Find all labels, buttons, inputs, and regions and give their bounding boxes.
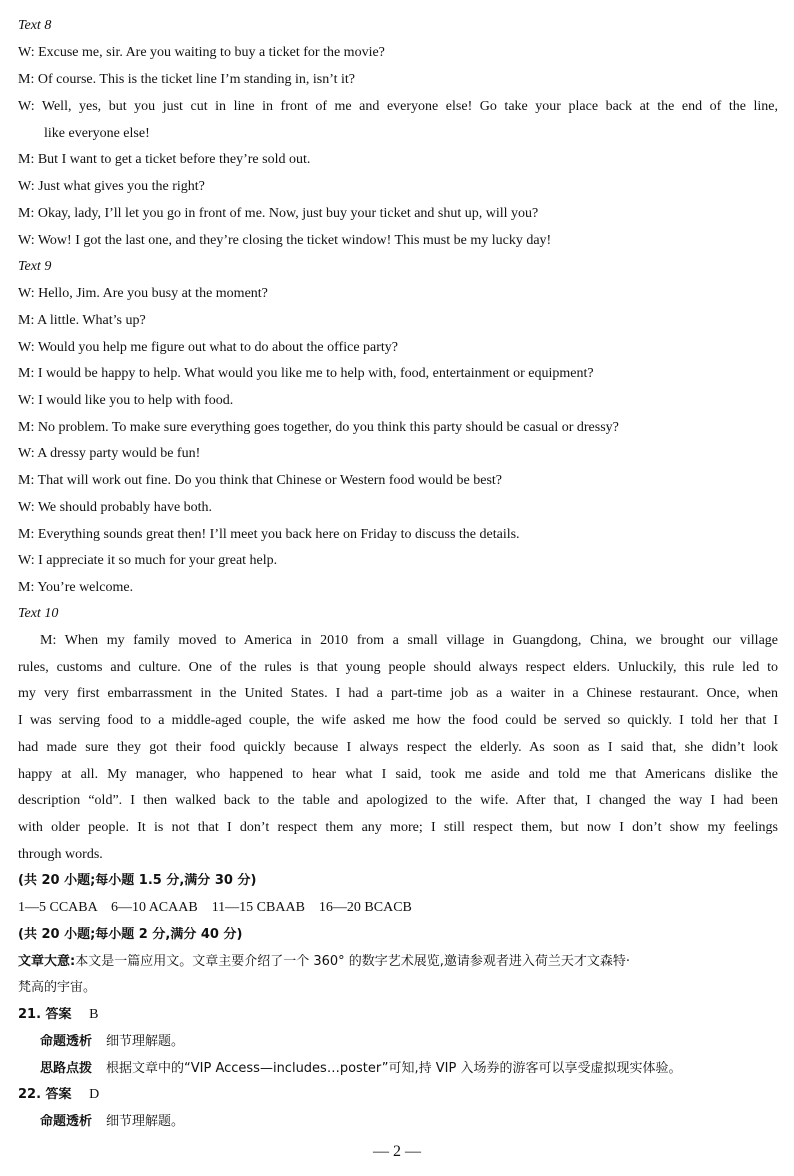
q22-answer-row (18, 1087, 778, 1103)
q22-answer: D (89, 1087, 100, 1102)
q21-analysis: 细节理解题。 (106, 1034, 185, 1049)
dialogue-line: M: Of course. This is the ticket line I’m standing in, isn’t it? (18, 72, 355, 87)
dialogue-line: W: Wow! I got the last one, and they’re closing the ticket window! This must be my lucky day! (18, 233, 552, 248)
dialogue-line: W: Just what gives you the right? (18, 179, 205, 194)
dialogue-line: M: Everything sounds great then! I’ll meet you back here on Friday to discuss the details. (18, 527, 520, 542)
monologue-line: M: When my family moved to America in 2010 from a small village in Guangdong, China, we brought our village (40, 633, 778, 648)
dialogue-line: M: Okay, lady, I’ll let you go in front of me. Now, just buy your ticket and shut up, will you? (18, 206, 539, 221)
monologue-line: had made sure they got their food quickly because I always respect the elderly. As soon as I said that, she didn’t look (18, 740, 778, 755)
q21-answer-row (18, 1007, 778, 1023)
dialogue-line: M: But I want to get a ticket before they’re sold out. (18, 152, 311, 167)
monologue-line: I was serving food to a middle-aged couple, the wife asked me how the food could be served so quickly. I told her that I (18, 713, 778, 728)
dialogue-line: M: I would be happy to help. What would you like me to help with, food, entertainment or equipment? (18, 366, 594, 381)
q21-analysis-row (40, 1034, 778, 1050)
dialogue-line: W: A dressy party would be fun! (18, 446, 201, 461)
dialogue-line: W: I would like you to help with food. (18, 393, 234, 408)
section1-answers (18, 900, 778, 916)
summary-text: 本文是一篇应用文。文章主要介绍了一个 360° 的数字艺术展览,邀请参观者进入荷兰天才文森特· (75, 954, 631, 969)
dialogue-line: M: A little. What’s up? (18, 313, 146, 328)
text10-title: Text 10 (18, 606, 59, 621)
q21-answer: B (89, 1007, 99, 1022)
dialogue-line-continued: like everyone else! (44, 126, 150, 141)
q22-number: 22. 答案 (18, 1087, 72, 1102)
dialogue-line: M: You’re welcome. (18, 580, 134, 595)
q21-number: 21. 答案 (18, 1007, 72, 1022)
answer-key: 1—5 CCABA 6—10 ACAAB 11—15 CBAAB 16—20 BCACB (18, 900, 412, 915)
dialogue-line: W: Excuse me, sir. Are you waiting to buy a ticket for the movie? (18, 45, 385, 60)
q22-analysis-row (40, 1114, 778, 1130)
dialogue-line: W: We should probably have both. (18, 500, 213, 515)
section2-heading: (共 20 小题;每小题 2 分,满分 40 分) (18, 927, 243, 942)
dialogue-line: W: I appreciate it so much for your great help. (18, 553, 278, 568)
monologue-line: happy at all. My manager, who happened to hear what I said, took me aside and told me that Americans dislike the (18, 767, 778, 782)
monologue-line: rules, customs and culture. One of the rules is that young people should always respect elders. Unluckily, this rule led to (18, 660, 778, 675)
dialogue-line: W: Well, yes, but you just cut in line in front of me and everyone else! Go take your place back at the end of the line, (18, 99, 778, 114)
monologue-line: through words. (18, 847, 103, 862)
q21-analysis-tag: 命题透析 (40, 1034, 93, 1049)
dialogue-line: M: No problem. To make sure everything goes together, do you think this party should be casual or dressy? (18, 420, 619, 435)
monologue-line: my very first embarrassment in the United States. I had a part-time job as a waiter in a Chinese restaurant. Once, when (18, 686, 778, 701)
text8-title: Text 8 (18, 18, 52, 33)
q22-analysis: 细节理解题。 (106, 1114, 185, 1129)
dialogue-line: M: That will work out fine. Do you think that Chinese or Western food would be best? (18, 473, 503, 488)
summary-line (18, 954, 778, 970)
text9-title: Text 9 (18, 259, 52, 274)
summary-line-continued: 梵高的宇宙。 (18, 980, 97, 995)
dialogue-line: W: Hello, Jim. Are you busy at the moment? (18, 286, 268, 301)
section1-heading: (共 20 小题;每小题 1.5 分,满分 30 分) (18, 873, 257, 888)
q22-analysis-tag: 命题透析 (40, 1114, 93, 1129)
q21-hint-tag: 思路点拨 (40, 1061, 93, 1076)
q21-hint-row (40, 1061, 778, 1077)
summary-label: 文章大意: (18, 954, 76, 969)
dialogue-line: W: Would you help me figure out what to do about the office party? (18, 340, 399, 355)
page-number: — 2 — (373, 1143, 421, 1160)
q21-hint: 根据文章中的“VIP Access—includes…poster”可知,持 VIP 入场券的游客可以享受虚拟现实体验。 (106, 1061, 682, 1076)
monologue-line: with older people. It is not that I don’t respect them any more; I still respect them, but now I don’t show my feelings (18, 820, 778, 835)
monologue-line: description “old”. I then walked back to the table and apologized to the wife. After that, I changed the way I had been (18, 793, 778, 808)
